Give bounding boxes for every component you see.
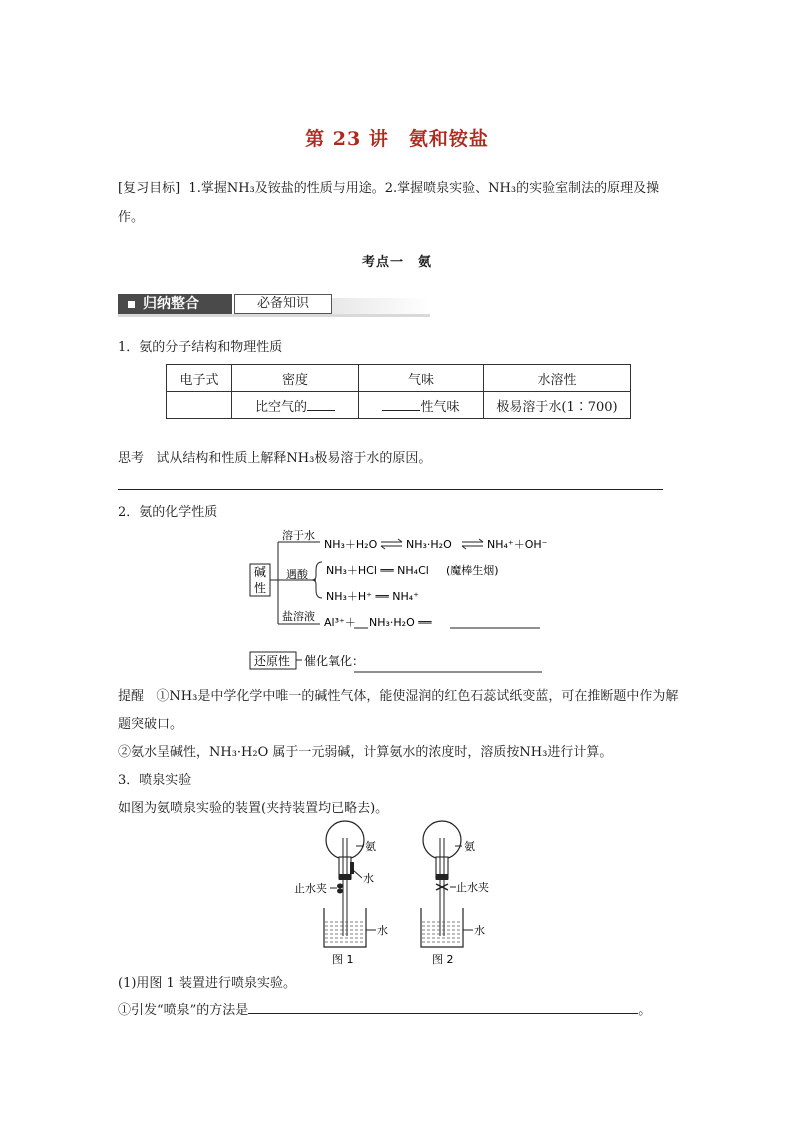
section3-heading: 3．喷泉实验 <box>118 773 192 788</box>
answer-blank[interactable] <box>382 398 420 411</box>
label-gas-1: 氨 <box>365 840 376 853</box>
reminder-block <box>118 683 688 823</box>
huanyuan-label: 还原性 <box>254 654 291 668</box>
goal-text: 1.掌握NH₃及铵盐的性质与用途。2.掌握喷泉实验、NH₃的实验室制法的原理及操作。 <box>118 181 660 225</box>
answer-line[interactable] <box>118 489 663 490</box>
think-line <box>118 449 431 469</box>
question-1a-end: 。 <box>638 1003 652 1018</box>
eq2: NH₃＋HCl ══ NH₄Cl <box>326 564 429 577</box>
banner-sub: 必备知识 <box>234 294 332 314</box>
label-clamp-2: 止水夹 <box>456 881 489 894</box>
page-title: 第 23 讲 氨和铵盐 <box>305 128 489 150</box>
eq3: NH₃＋H⁺ ══ NH₄⁺ <box>326 590 419 603</box>
reversible-arrow-1 <box>381 539 402 549</box>
label-water-1: 水 <box>377 924 388 937</box>
clamp-icon <box>337 889 343 894</box>
label-clamp-1: 止水夹 <box>294 882 327 895</box>
clamp-icon <box>436 884 448 890</box>
eq4-b: NH₃·H₂O ══ <box>369 616 432 629</box>
label-water-2: 水 <box>474 924 485 937</box>
think-text: 试从结构和性质上解释NH₃极易溶于水的原因。 <box>156 451 432 466</box>
flask-1 <box>326 821 364 859</box>
reminder-label: 提醒 <box>118 689 145 704</box>
figure-2 <box>421 821 489 966</box>
kaodian-heading: 考点一 氨 <box>361 255 432 270</box>
table-header-row <box>167 365 631 392</box>
table-cell: 极易溶于水(1∶700) <box>484 392 631 419</box>
reminder-p2: ②氨水呈碱性，NH₃·H₂O 属于一元弱碱，计算氨水的浓度时，溶质按NH₃进行计算。 <box>118 745 613 760</box>
branch-label-water: 溶于水 <box>282 529 315 542</box>
stopper-2 <box>436 874 448 880</box>
review-goals <box>118 174 678 232</box>
reminder-p1-text: ①NH₃是中学化学中唯一的碱性气体，能使湿润的红色石蕊试纸变蓝，可在推断题中作为解题突破口。 <box>118 689 679 732</box>
think-label: 思考 <box>118 451 145 466</box>
table-header: 密度 <box>232 365 359 392</box>
square-icon <box>128 301 135 308</box>
section1-heading: 1．氨的分子结构和物理性质 <box>118 340 283 355</box>
eq2-note: (魔棒生烟) <box>446 564 499 577</box>
leader-line <box>353 870 362 878</box>
jianxing-char1: 碱 <box>254 565 267 579</box>
question-1a <box>118 1001 678 1021</box>
question-1: (1)用图 1 装置进行喷泉实验。 <box>118 976 296 991</box>
question-1a-text: ①引发“喷泉”的方法是 <box>118 1003 249 1018</box>
flask-2 <box>423 821 461 859</box>
section3-intro: 如图为氨喷泉实验的装置(夹持装置均已略去)。 <box>118 801 389 816</box>
clamp-icon <box>337 884 343 889</box>
table-header: 电子式 <box>167 365 232 392</box>
banner-fade <box>332 298 430 314</box>
properties-table <box>166 364 631 419</box>
acid-brace <box>312 562 322 598</box>
branch-label-acid: 遇酸 <box>286 568 308 581</box>
table-header: 水溶性 <box>484 365 631 392</box>
answer-blank[interactable] <box>248 1001 638 1014</box>
table-cell-blank[interactable] <box>167 392 232 419</box>
table-cell <box>232 392 359 419</box>
water-lines-2 <box>422 922 462 942</box>
cuihua-label: 催化氧化： <box>304 654 365 668</box>
table-cell <box>359 392 484 419</box>
answer-blank[interactable] <box>307 398 335 411</box>
fountain-figures <box>290 818 500 968</box>
water-lines-1 <box>325 922 365 942</box>
chemistry-diagram <box>240 528 560 678</box>
figure-caption-2: 图 2 <box>432 953 454 966</box>
dropper-1 <box>350 862 354 874</box>
section2-heading: 2．氨的化学性质 <box>118 505 218 520</box>
figure-1 <box>294 821 388 966</box>
jianxing-char2: 性 <box>254 581 267 595</box>
eq1-right: NH₄⁺＋OH⁻ <box>487 538 548 551</box>
goal-label: [复习目标] <box>118 181 181 196</box>
smell-text: 性气味 <box>420 399 460 415</box>
table-header: 气味 <box>359 365 484 392</box>
reversible-arrow-2 <box>462 539 483 549</box>
label-gas-2: 氨 <box>464 840 475 853</box>
label-water-top-1: 水 <box>363 872 374 885</box>
beaker-1 <box>324 908 366 947</box>
banner-main <box>118 294 232 314</box>
density-text: 比空气的 <box>254 399 307 415</box>
branch-label-salt: 盐溶液 <box>282 610 315 623</box>
banner-main-label: 归纳整合 <box>143 296 199 312</box>
beaker-2 <box>421 908 463 947</box>
stopper-1 <box>339 874 351 880</box>
section-banner <box>118 294 430 318</box>
eq1-middle: NH₃·H₂O <box>406 538 452 551</box>
table-row <box>167 392 631 419</box>
figure-caption-1: 图 1 <box>332 953 354 966</box>
reminder-p1 <box>118 683 688 739</box>
eq1-left: NH₃＋H₂O <box>324 538 378 551</box>
eq4-a: Al³⁺＋ <box>324 616 356 629</box>
banner-rule <box>118 314 430 317</box>
